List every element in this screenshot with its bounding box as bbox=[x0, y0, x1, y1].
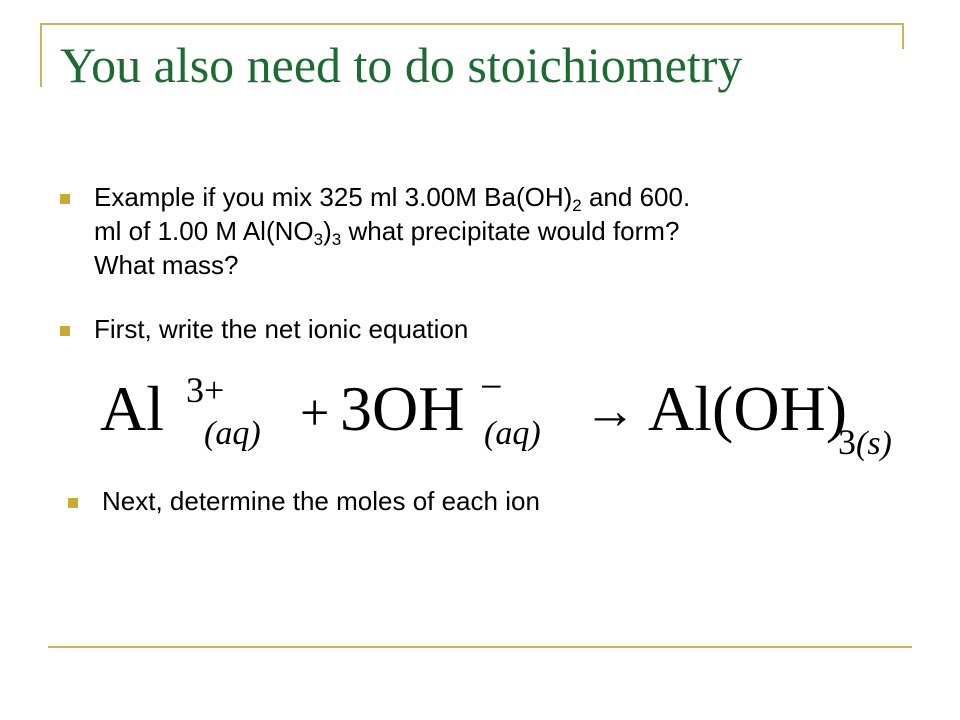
slide-title: You also need to do stoichiometry bbox=[60, 37, 743, 93]
frame-top-line bbox=[40, 23, 904, 25]
bullet-first-step: First, write the net ionic equation bbox=[94, 314, 469, 344]
equation-aq-1: (aq) bbox=[204, 415, 261, 452]
frame-left-line bbox=[40, 23, 42, 87]
equation-aq-2: (aq) bbox=[484, 415, 541, 452]
bullet-example-line-3: What mass? bbox=[94, 250, 239, 280]
equation-state-solid: (s) bbox=[856, 425, 892, 462]
equation-product: Al(OH) bbox=[648, 373, 848, 444]
equation-arrow: → bbox=[584, 383, 636, 440]
frame-bottom-line bbox=[48, 646, 912, 648]
bullet-marker bbox=[60, 326, 70, 336]
equation-plus: + bbox=[300, 385, 330, 442]
bullet-marker bbox=[68, 498, 78, 508]
equation-al-charge: 3+ bbox=[186, 370, 225, 410]
bullet-example-line-2: ml of 1.00 M $Al(NO_3)_3$ what precipitate would form? bbox=[94, 216, 680, 249]
net-ionic-equation bbox=[100, 362, 920, 462]
frame-right-line bbox=[902, 23, 904, 49]
equation-hydroxide: 3OH bbox=[340, 373, 465, 444]
equation-oh-charge: − bbox=[480, 364, 503, 409]
bullet-next-step: Next, determine the moles of each ion bbox=[102, 486, 540, 516]
equation-al: Al bbox=[100, 373, 164, 444]
bullet-example-line-1: Example if you mix 325 ml 3.00M $Ba(OH)_2$ and 600. bbox=[94, 182, 691, 215]
equation-product-subscript: 3 bbox=[838, 422, 856, 462]
bullet-marker bbox=[60, 194, 70, 204]
bullet-example bbox=[94, 180, 690, 282]
